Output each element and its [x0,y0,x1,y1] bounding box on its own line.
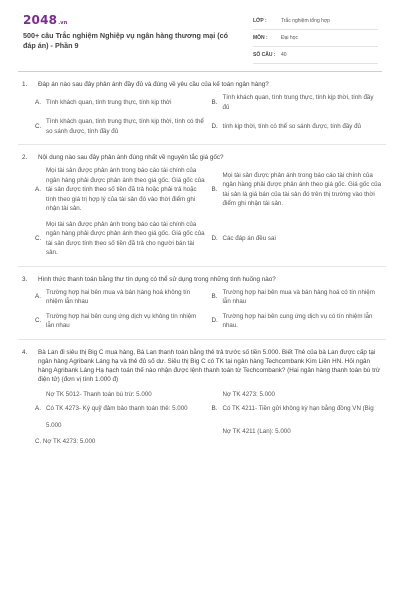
meta-value: Đại học [281,35,298,41]
option-letter: B. [211,293,218,301]
option-line: Nợ TK 5012- Thanh toán bù trừ: 5.000 [46,390,152,398]
option-b[interactable] [212,390,383,448]
question-number: 4. [22,348,28,356]
option-letter: C. [35,234,42,242]
logo-suffix: .vn [58,20,68,26]
option-letter: B. [211,186,218,193]
option-b[interactable] [212,166,383,214]
question-4 [22,348,382,448]
metadata-table [253,13,378,64]
option-letter: C. [35,317,42,325]
meta-value: 40 [281,52,287,58]
question-list [22,80,382,447]
option-letter: A. [35,186,41,193]
question-text: Nội dung nào sau đây phản ánh đúng nhất về nguyên tắc giá gốc? [38,154,224,161]
question-2 [22,153,382,258]
option-letter: D. [211,317,218,325]
option-text: Mọi tài sản được phản ánh trong báo cáo tài chính của ngân hàng phải được phản ánh theo giá gốc. Giá gốc của tài sản là giá bán của tài sản đó trên thị trường vào thời điểm ghi nhận tài sản. [222,171,382,208]
option-a[interactable] [35,166,206,214]
header [0,0,400,64]
option-a[interactable] [35,390,206,448]
option-text: Tính khách quan, tính trung thực, tính kịp thời, tính có thể so sánh được, tính đầy đủ [46,118,204,135]
option-a[interactable] [35,288,206,307]
option-text: Các đáp án đều sai [222,234,276,242]
option-b[interactable] [212,288,383,307]
meta-label: SỐ CÂU : [253,52,276,58]
question-text: Đáp án nào sau đây phản ánh đầy đủ và đúng về yêu cầu của kế toán ngân hàng? [38,81,269,88]
option-text: Trường hợp hai bên mua và bán hàng hoá có tín nhiệm lẫn nhau [222,288,375,305]
question-1 [22,80,382,136]
option-text: Trường hợp hai bên mua và bán hàng hoá không tín nhiệm lẫn nhau [46,288,191,305]
option-b[interactable] [212,93,383,112]
question-divider [18,339,386,340]
option-text: Mọi tài sản được phản ánh trong báo cáo tài chính của ngân hàng phải được phản ánh theo giá gốc. Giá gốc của tài sản được tính theo số tiền đã trả hoặc phải trả hoặc tính theo giá trị hợp lý của tài sản đó vào thời điểm ghi nhận tài sản. [46,167,205,212]
meta-label: LỚP : [253,18,267,24]
option-d[interactable] [212,117,383,136]
meta-row-count [253,47,378,64]
option-line: 5.000 [46,422,62,429]
option-text: Tính khách quan, tính trung thực, tính kịp thời, tính đầy đủ [222,94,374,111]
option-d[interactable] [212,220,383,258]
option-letter: A. [35,404,41,412]
meta-value: Trắc nghiệm tổng hợp [281,18,330,24]
document-title: 500+ câu Trắc nghiệm Nghiệp vụ ngân hàng thương mại (có đáp án) - Phần 9 [23,31,229,50]
option-letter: A. [35,293,41,301]
question-number: 2. [22,154,28,161]
option-letter: A. [35,98,41,106]
option-letter: C. [35,122,42,130]
option-text: Trường hợp hai bên cung ứng dịch vụ có tín nhiệm lẫn nhau. [222,312,373,329]
option-c[interactable] [35,312,206,331]
question-number: 1. [22,81,28,88]
question-divider [18,266,386,267]
logo-text: 2048 [23,13,58,27]
header-divider [18,71,382,72]
option-line: Nợ TK 4211 (Lan): 5.000 [222,428,291,435]
question-divider [18,144,386,145]
question-text: Hình thức thanh toán bằng thư tín dụng có thể sử dụng trong những tình huống nào? [38,275,276,283]
option-text: tính kịp thời, tính có thể so sánh được, tính đầy đủ [222,122,361,130]
meta-row-subject [253,30,378,47]
option-text: Tính khách quan, tính trung thực, tính kịp thời [46,98,172,106]
option-letter: D. [211,122,218,130]
question-number: 3. [22,275,28,283]
option-line: Nợ TK 4273: 5.000 [222,390,275,398]
option-line: Có TK 4273- Ký quỹ đảm bảo thanh toán thẻ: 5.000 [46,404,188,412]
logo[interactable] [23,13,68,27]
option-text: Trường hợp hai bên cung ứng dịch vụ không tín nhiệm lẫn nhau [46,312,197,329]
option-line: Có TK 4211- Tiền gửi không kỳ hạn bằng đồng VN (Big [222,404,374,412]
option-text: Mọi tài sản được phản ánh trong báo cáo tài chính của ngân hàng phải được phản ánh theo giá gốc. Giá gốc của tài sản được tính theo số tiền đã trả cho người bán tài sản. [46,220,205,256]
option-letter: B. [211,98,218,106]
option-line: C. Nợ TK 4273: 5.000 [35,438,96,445]
option-c[interactable] [35,220,206,258]
question-text: Bà Lan đi siêu thị Big C mua hàng, Bà Lan thanh toán bằng thẻ trả trước số tiền 5.000. Biết Thẻ của bà Lan được cấp tại ngân hàng Agribank Láng hạ và thẻ đủ số dư. Siêu thị Big C có TK tại ngân hàng Techcombank Kim Liên HN. Hỏi ngân hàng Agribank Láng Hạ hạch toán thế nào nhận được lệnh thanh toán từ Techcombank? (Hai ngân hàng thanh toán bù trừ điện tử) (đơn vị tính 1.000 đ) [38,348,381,383]
option-d[interactable] [212,312,383,331]
option-c[interactable] [35,117,206,136]
option-letter: D. [211,234,218,242]
question-3 [22,275,382,331]
option-a[interactable] [35,93,206,112]
option-letter: B. [211,404,218,412]
meta-label: MÔN : [253,35,268,41]
meta-row-class [253,13,378,30]
